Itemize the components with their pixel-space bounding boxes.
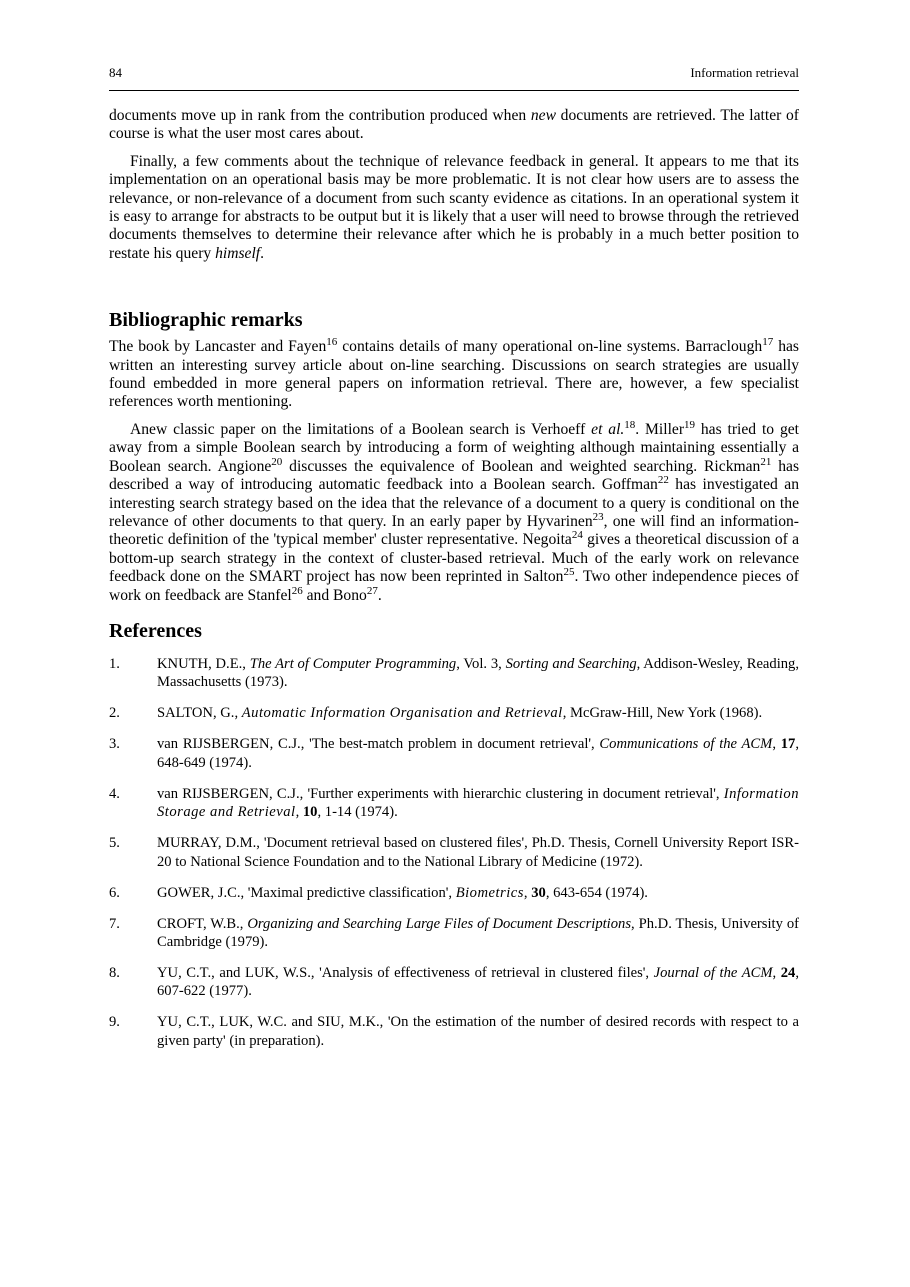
text: has investigated an interesting search strategy based on the idea that the relevance of a document to a query is conditional on the relevance of other documents to that query. In an early paper by Hyvarinen (109, 476, 799, 530)
citation-superscript: 19 (684, 418, 696, 431)
emphasis: Organizing and Searching Large Files of Document Descriptions (247, 915, 631, 932)
text: discusses the equivalence of Boolean and weighted searching. Rickman (282, 457, 761, 475)
text: gives a theoretical discussion of a bottom-up search strategy in the context of cluster-based retrieval. Much of the early work on relevance feedback done on the SMART project has now been reprinted in Salton (109, 531, 799, 586)
reference-item (109, 655, 799, 692)
volume-number: 17 (780, 736, 796, 753)
citation-superscript: 22 (657, 474, 669, 487)
biblio-paragraph-1 (109, 338, 799, 412)
text: Finally, a few comments about the technique of relevance feedback in general. It appears to me that its implementation on an operational basis may be more problematic. It is not clear how users are to assess the relevance, or non-relevance of a document from such scanty evidence as citations. In an operational system it is easy to arrange for abstracts to be output but it is likely that a user will need to browse through the retrieved documents themselves to determine their relevance after which he is probably in a much better position to restate his query (109, 152, 799, 262)
reference-item (109, 915, 799, 952)
citation-superscript: 27 (366, 584, 378, 597)
citation-superscript: 17 (762, 336, 774, 349)
text: , (772, 964, 781, 981)
emphasis: Automatic Information Organisation and Retrieval (241, 705, 563, 722)
intro-paragraph-1 (109, 107, 799, 144)
volume-number: 10 (302, 804, 318, 821)
text: SALTON, G., (157, 705, 242, 722)
volume-number: 30 (531, 884, 546, 901)
emphasis: Communications of the ACM (599, 736, 773, 753)
text: YU, C.T., LUK, W.C. and SIU, M.K., 'On the estimation of the number of desired records with respect to a given party' (in preparation). (157, 1014, 799, 1049)
reference-number: 7. (109, 915, 120, 932)
reference-number: 4. (109, 785, 120, 802)
reference-number: 3. (109, 736, 120, 753)
text: documents move up in rank from the contribution produced when (109, 107, 531, 124)
emphasis: Information Storage and Retrieval (157, 785, 799, 821)
text: . Miller (635, 420, 685, 438)
reference-number: 5. (109, 835, 120, 852)
reference-number: 1. (109, 655, 120, 672)
text: documents are retrieved. The latter of course is what the user most cares about. (109, 107, 799, 143)
reference-item (109, 884, 799, 902)
biblio-paragraph-2 (109, 418, 800, 605)
reference-number: 2. (109, 705, 120, 722)
text: , 648-649 (1974). (157, 736, 799, 771)
section-heading-references: References (109, 619, 202, 642)
page-number: 84 (109, 65, 122, 80)
emphasis: Journal of the ACM (653, 964, 773, 981)
citation-superscript: 25 (563, 566, 575, 579)
citation-superscript: 20 (271, 455, 283, 468)
text: and Bono (302, 586, 367, 604)
text: GOWER, J.C., 'Maximal predictive classification', (157, 884, 456, 901)
text: The book by Lancaster and Fayen (109, 338, 327, 356)
reference-list (109, 655, 799, 1050)
emphasis: new (530, 107, 556, 124)
text: has written an interesting survey article about on-line searching. Discussions on search strategies are usually found embedded in more general papers on information retrieval. There are, however, a few specialist references worth mentioning. (109, 338, 799, 411)
text: has described a way of introducing automatic feedback into a Boolean search. Goffman (109, 457, 800, 494)
text: KNUTH, D.E., (157, 655, 250, 672)
reference-item (109, 785, 799, 822)
intro-paragraph-2 (109, 153, 799, 263)
reference-number: 9. (109, 1014, 120, 1031)
emphasis: Sorting and Searching (505, 655, 637, 672)
text: , (523, 884, 532, 901)
reference-number: 8. (109, 964, 120, 981)
volume-number: 24 (780, 964, 796, 981)
header-rule (109, 90, 799, 91)
text: , 1-14 (1974). (317, 804, 398, 821)
text: . Two other independence pieces of work on feedback are Stanfel (109, 568, 799, 604)
emphasis: himself (215, 244, 261, 262)
emphasis: et al. (591, 420, 625, 438)
page-body (109, 107, 799, 1063)
reference-number: 6. (109, 884, 120, 901)
text: . (260, 244, 265, 262)
text: MURRAY, D.M., 'Document retrieval based on clustered files', Ph.D. Thesis, Cornell University Report ISR-20 to National Science Foundation and to the National Library of Medicine (1972). (157, 835, 799, 870)
text: , Ph.D. Thesis, University of Cambridge (1979). (157, 915, 799, 950)
text: , 643-654 (1974). (545, 884, 648, 901)
emphasis: The Art of Computer Programming (249, 655, 457, 672)
text: contains details of many operational on-line systems. Barraclough (337, 338, 763, 356)
section-heading-bibliographic-remarks: Bibliographic remarks (109, 309, 303, 332)
citation-superscript: 21 (760, 455, 772, 468)
reference-item (109, 1013, 799, 1050)
citation-superscript: 16 (326, 336, 338, 349)
text: has tried to get away from a simple Boolean search by introducing a form of weighting although maintaining essentially a Boolean search. Angione (109, 420, 799, 475)
text: , (295, 804, 303, 821)
citation-superscript: 18 (624, 418, 636, 431)
text: , Addison-Wesley, Reading, Massachusetts (1973). (157, 655, 799, 691)
text: van RIJSBERGEN, C.J., 'Further experiments with hierarchic clustering in document retrieval', (157, 785, 724, 802)
text: CROFT, W.B., (157, 915, 248, 932)
text: , (772, 736, 781, 753)
citation-superscript: 26 (291, 584, 303, 597)
reference-item (109, 964, 799, 1001)
reference-item (109, 834, 799, 871)
text: van RIJSBERGEN, C.J., 'The best-match problem in document retrieval', (157, 736, 600, 753)
text: , Vol. 3, (456, 655, 506, 672)
text: . (377, 586, 382, 604)
reference-item (109, 704, 799, 722)
running-title: Information retrieval (690, 65, 799, 80)
reference-item (109, 735, 799, 772)
text: , 607-622 (1977). (157, 964, 799, 1000)
citation-superscript: 23 (592, 510, 604, 523)
text: , one will find an information-theoretic definition of the 'typical member' cluster representative. Negoita (109, 512, 799, 549)
text: , McGraw-Hill, New York (1968). (562, 705, 763, 722)
citation-superscript: 24 (571, 529, 583, 542)
text: YU, C.T., and LUK, W.S., 'Analysis of effectiveness of retrieval in clustered files', (157, 964, 654, 981)
text: Anew classic paper on the limitations of a Boolean search is Verhoeff (130, 420, 592, 438)
emphasis: Biometrics (455, 884, 524, 901)
